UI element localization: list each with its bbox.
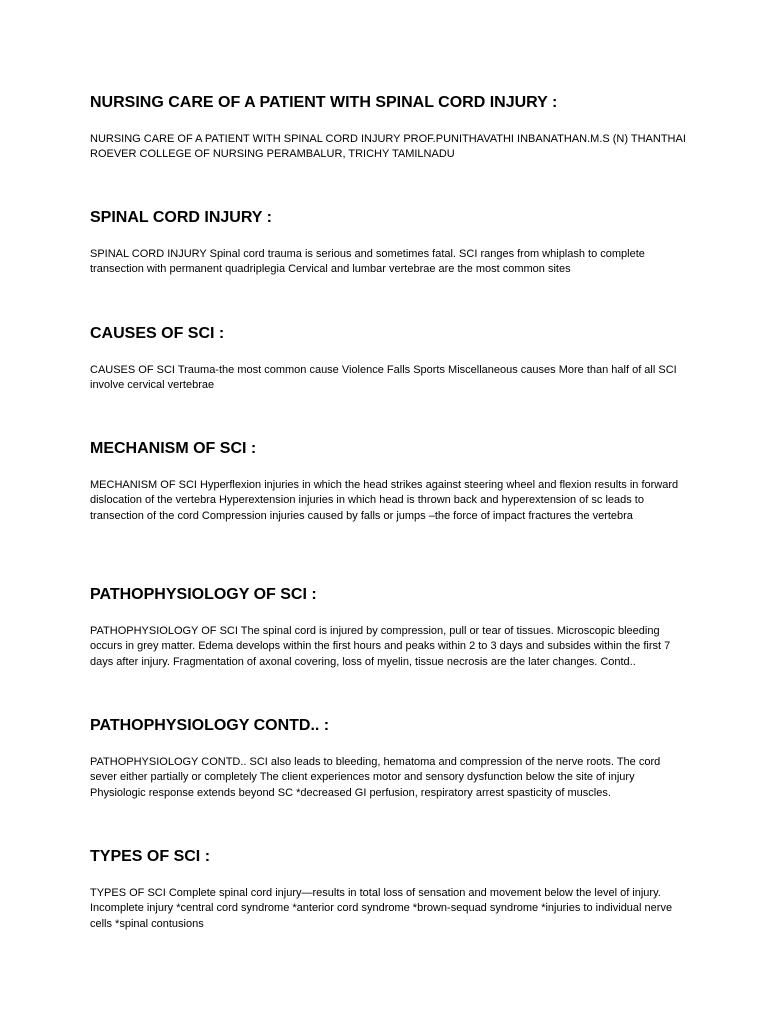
- section-heading: MECHANISM OF SCI :: [90, 440, 257, 457]
- section-nursing-care: [90, 93, 690, 163]
- section-body: TYPES OF SCI Complete spinal cord injury—results in total loss of sensation and movement below the level of injury. Incomplete injury *central cord syndrome *anterior cord syndrome *brown-sequad syndrome *injuries to individual nerve cells *spinal contusions: [90, 887, 673, 930]
- section-body: SPINAL CORD INJURY Spinal cord trauma is serious and sometimes fatal. SCI ranges from whiplash to complete transection with permanent quadriplegia Cervical and lumbar vertebrae are the most common sites: [90, 248, 645, 276]
- section-mechanism: [90, 439, 690, 524]
- section-body: CAUSES OF SCI Trauma-the most common cause Violence Falls Sports Miscellaneous causes More than half of all SCI involve cervical vertebrae: [90, 364, 677, 392]
- section-heading: CAUSES OF SCI :: [90, 325, 225, 342]
- section-body: NURSING CARE OF A PATIENT WITH SPINAL CORD INJURY PROF.PUNITHAVATHI INBANATHAN.M.S (N) THANTHAI ROEVER COLLEGE OF NURSING PERAMBALUR, TRICHY TAMILNADU: [90, 133, 686, 161]
- section-body: PATHOPHYSIOLOGY CONTD.. SCI also leads to bleeding, hematoma and compression of the nerve roots. The cord sever either partially or completely The client experiences motor and sensory dysfunction below the site of injury Physiologic response extends beyond SC *decreased GI perfusion, respiratory arrest spasticity of muscles.: [90, 756, 661, 799]
- section-causes: [90, 324, 690, 394]
- section-body: MECHANISM OF SCI Hyperflexion injuries in which the head strikes against steering wheel and flexion results in forward dislocation of the vertebra Hyperextension injuries in which head is thrown back and hyperextension of sc leads to transection of the cord Compression injuries caused by falls or jumps –the force of impact fractures the vertebra: [90, 479, 679, 522]
- section-body: PATHOPHYSIOLOGY OF SCI The spinal cord is injured by compression, pull or tear of tissues. Microscopic bleeding occurs in grey matter. Edema develops within the first hours and peaks within 2 to 3 days and subsides within the first 7 days after injury. Fragmentation of axonal covering, loss of myelin, tissue necrosis are the later changes. Contd..: [90, 625, 671, 668]
- section-heading: TYPES OF SCI :: [90, 848, 211, 865]
- section-pathophysiology: [90, 585, 690, 670]
- section-heading: PATHOPHYSIOLOGY CONTD.. :: [90, 717, 330, 734]
- section-heading: SPINAL CORD INJURY :: [90, 209, 272, 226]
- section-types: [90, 847, 690, 932]
- section-heading: NURSING CARE OF A PATIENT WITH SPINAL CORD INJURY :: [90, 94, 558, 111]
- section-heading: PATHOPHYSIOLOGY OF SCI :: [90, 586, 317, 603]
- section-spinal-cord-injury: [90, 208, 690, 278]
- section-pathophysiology-contd: [90, 716, 690, 801]
